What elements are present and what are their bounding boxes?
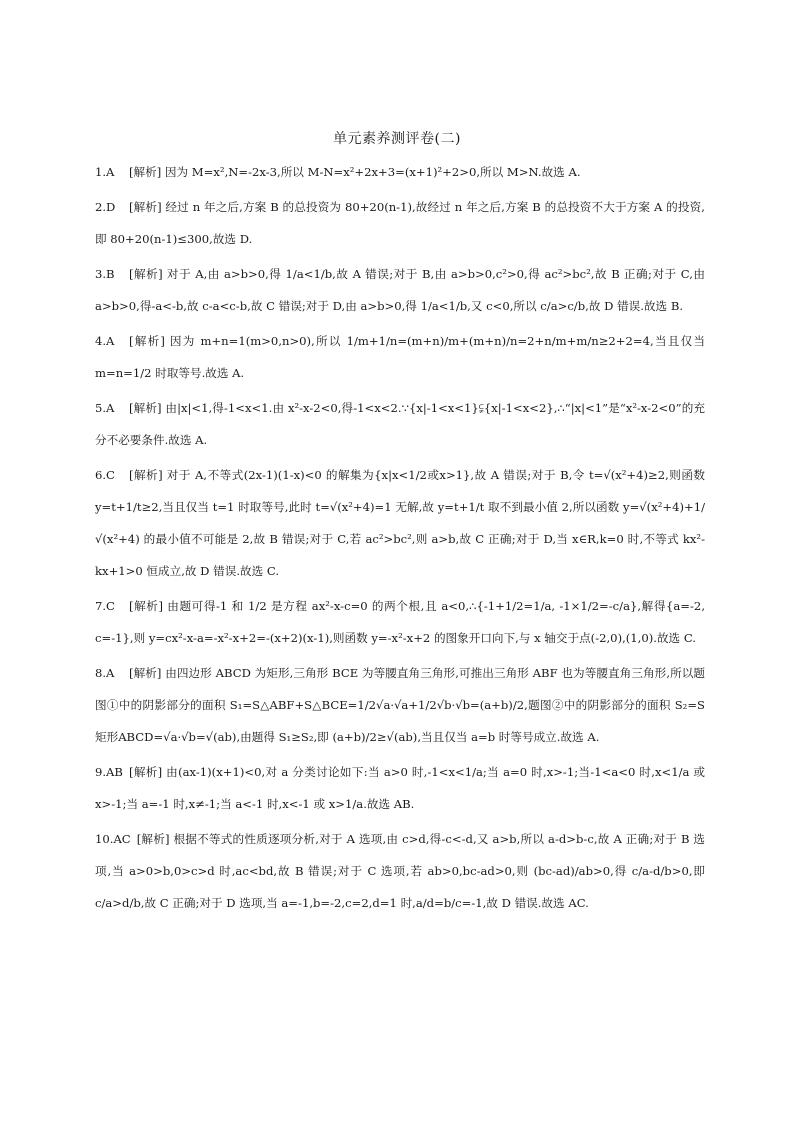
answer-label: 10.AC [95,832,131,846]
answer-text: [解析] 经过 n 年之后,方案 B 的总投资为 80+20(n-1),故经过 n 年之后,方案 B 的总投资不大于方案 A 的投资,即 80+20(n-1)≤300,故选 D. [95,200,705,246]
answer-item-9 [95,756,705,820]
answer-label: 5.A [95,401,115,415]
answer-label: 2.D [95,200,116,214]
answer-item-1 [95,156,705,188]
answer-item-6 [95,459,705,587]
answer-item-4 [95,325,705,389]
answer-label: 1.A [95,165,115,179]
answer-label: 9.AB [95,765,123,779]
answer-text: [解析] 由四边形 ABCD 为矩形,三角形 BCE 为等腰直角三角形,可推出三角形 ABF 也为等腰直角三角形,所以题图①中的阴影部分的面积 S₁=S△ABF+S△BCE=1/2√a·√a+1/2√b·√b=(a+b)/2,题图②中的阴影部分的面积 S₂=S矩形ABCD=√a·√b=√(ab),由题得 S₁≥S₂,即 (a+b)/2≥√(ab),当且仅当 a=b 时等号成立.故选 A. [95,666,705,744]
answer-label: 4.A [95,334,115,348]
answer-item-3 [95,258,705,322]
answer-label: 3.B [95,267,115,281]
answer-label: 8.A [95,666,115,680]
answer-item-8 [95,657,705,753]
answer-label: 6.C [95,468,115,482]
answer-text: [解析] 由(ax-1)(x+1)<0,对 a 分类讨论如下:当 a>0 时,-1<x<1/a;当 a=0 时,x>-1;当-1<a<0 时,x<1/a 或 x>-1;当 a=-1 时,x≠-1;当 a<-1 时,x<-1 或 x>1/a.故选 AB. [95,765,705,811]
answer-item-10 [95,823,705,919]
answer-text: [解析] 由|x|<1,得-1<x<1.由 x²-x-2<0,得-1<x<2.∵{x|-1<x<1}⫋{x|-1<x<2},∴“|x|<1”是“x²-x-2<0”的充分不必要条件.故选 A. [95,401,705,447]
answer-item-2 [95,191,705,255]
answer-item-5 [95,392,705,456]
answer-text: [解析] 对于 A,不等式(2x-1)(1-x)<0 的解集为{x|x<1/2或x>1},故 A 错误;对于 B,令 t=√(x²+4)≥2,则函数 y=t+1/t≥2,当且仅当 t=1 时取等号,此时 t=√(x²+4)=1 无解,故 y=t+1/t 取不到最小值 2,所以函数 y=√(x²+4)+1/√(x²+4) 的最小值不可能是 2,故 B 错误;对于 C,若 ac²>bc²,则 a>b,故 C 正确;对于 D,当 x∈R,k=0 时,不等式 kx²-kx+1>0 恒成立,故 D 错误.故选 C. [95,468,705,578]
answer-list [95,156,705,922]
answer-text: [解析] 因为 M=x²,N=-2x-3,所以 M-N=x²+2x+3=(x+1)²+2>0,所以 M>N.故选 A. [129,165,581,179]
answer-item-7 [95,590,705,654]
answer-text: [解析] 根据不等式的性质逐项分析,对于 A 选项,由 c>d,得-c<-d,又 a>b,所以 a-d>b-c,故 A 正确;对于 B 选项,当 a>0>b,0>c>d 时,ac<bd,故 B 错误;对于 C 选项,若 ab>0,bc-ad>0,则 (bc-ad)/ab>0,得 c/a-d/b>0,即 c/a>d/b,故 C 正确;对于 D 选项,当 a=-1,b=-2,c=2,d=1 时,a/d=b/c=-1,故 D 错误.故选 AC. [95,832,705,910]
answer-text: [解析] 因为 m+n=1(m>0,n>0),所以 1/m+1/n=(m+n)/m+(m+n)/n=2+n/m+m/n≥2+2=4,当且仅当 m=n=1/2 时取等号.故选 A. [95,334,705,380]
answer-text: [解析] 对于 A,由 a>b>0,得 1/a<1/b,故 A 错误;对于 B,由 a>b>0,c²>0,得 ac²>bc²,故 B 正确;对于 C,由 a>b>0,得-a<-b,故 c-a<c-b,故 C 错误;对于 D,由 a>b>0,得 1/a<1/b,又 c<0,所以 c/a>c/b,故 D 错误.故选 B. [95,267,705,313]
answer-label: 7.C [95,599,115,613]
page-title: 单元素养测评卷(二) [333,131,461,147]
answer-text: [解析] 由题可得-1 和 1/2 是方程 ax²-x-c=0 的两个根,且 a<0,∴{-1+1/2=1/a, -1×1/2=-c/a},解得{a=-2, c=-1},则 y=cx²-x-a=-x²-x+2=-(x+2)(x-1),则函数 y=-x²-x+2 的图象开口向下,与 x 轴交于点(-2,0),(1,0).故选 C. [95,599,705,645]
